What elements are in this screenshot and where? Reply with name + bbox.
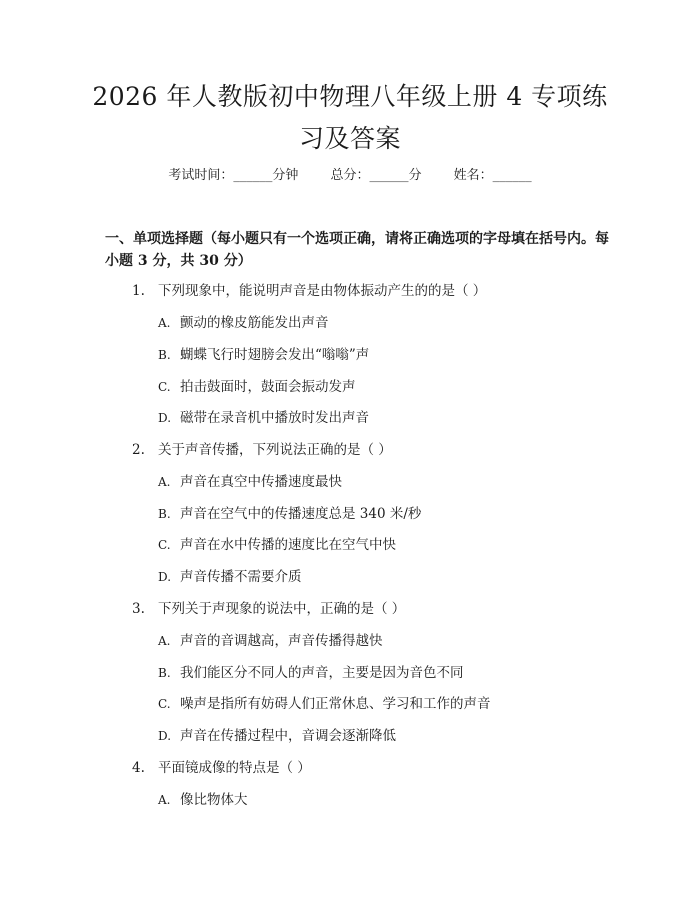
- question-text: 下列关于声现象的说法中，正确的是（ ）: [158, 601, 406, 617]
- total-score-field: 总分：______分: [330, 168, 422, 183]
- option-1d: [158, 408, 369, 428]
- question-2: [132, 440, 392, 460]
- section-heading: 一、单项选择题（每小题只有一个选项正确，请将正确选项的字母填在括号内。每小题 3 分，共 30 分）: [105, 231, 609, 269]
- option-letter: A.: [158, 634, 171, 648]
- option-text: 拍击鼓面时，鼓面会振动发声: [180, 379, 356, 395]
- question-number: 2.: [132, 442, 145, 458]
- question-3: [132, 599, 405, 619]
- option-text: 声音传播不需要介质: [180, 569, 302, 585]
- option-letter: D.: [158, 411, 172, 425]
- option-letter: A.: [158, 316, 171, 330]
- question-1: [132, 281, 486, 301]
- option-text: 声音在真空中传播速度最快: [180, 474, 342, 490]
- question-text: 下列现象中，能说明声音是由物体振动产生的的是（ ）: [158, 283, 487, 299]
- option-text: 颤动的橡皮筋能发出声音: [180, 315, 329, 331]
- option-text: 声音的音调越高，声音传播得越快: [180, 633, 383, 649]
- question-number: 1.: [132, 283, 145, 299]
- option-2c: [158, 535, 396, 555]
- option-1a: [158, 313, 329, 333]
- option-letter: A.: [158, 475, 171, 489]
- option-letter: B.: [158, 507, 171, 521]
- option-2d: [158, 567, 302, 587]
- option-3d: [158, 726, 396, 746]
- option-text: 噪声是指所有妨碍人们正常休息、学习和工作的声音: [180, 696, 491, 712]
- option-letter: B.: [158, 666, 171, 680]
- option-letter: A.: [158, 793, 171, 807]
- question-text: 平面镜成像的特点是（ ）: [158, 760, 311, 776]
- option-2a: [158, 472, 342, 492]
- option-text: 声音在水中传播的速度比在空气中快: [180, 537, 396, 553]
- option-letter: D.: [158, 570, 172, 584]
- option-text: 声音在传播过程中，音调会逐渐降低: [180, 728, 396, 744]
- option-text: 我们能区分不同人的声音，主要是因为音色不同: [180, 665, 464, 681]
- name-field: 姓名：______: [453, 168, 532, 183]
- option-letter: C.: [158, 538, 171, 552]
- option-letter: B.: [158, 348, 171, 362]
- exam-meta: [0, 166, 700, 186]
- question-4: [132, 758, 311, 778]
- option-text: 磁带在录音机中播放时发出声音: [180, 410, 369, 426]
- option-3a: [158, 631, 383, 651]
- question-text: 关于声音传播，下列说法正确的是（ ）: [158, 442, 392, 458]
- question-number: 3.: [132, 601, 145, 617]
- question-number: 4.: [132, 760, 145, 776]
- option-text: 像比物体大: [180, 792, 248, 808]
- document-title: [90, 76, 610, 160]
- exam-time-field: 考试时间：______分钟: [168, 168, 299, 183]
- option-4a: [158, 790, 248, 810]
- option-1b: [158, 345, 369, 365]
- option-1c: [158, 377, 356, 397]
- option-letter: C.: [158, 697, 171, 711]
- option-3b: [158, 663, 464, 683]
- title-line-1: 2026 年人教版初中物理八年级上册 4 专项练: [92, 82, 608, 111]
- option-3c: [158, 694, 491, 714]
- title-line-2: 习及答案: [298, 124, 401, 153]
- option-letter: D.: [158, 729, 172, 743]
- option-text: 声音在空气中的传播速度总是 340 米/秒: [180, 506, 422, 522]
- option-letter: C.: [158, 380, 171, 394]
- option-2b: [158, 504, 421, 524]
- option-text: 蝴蝶飞行时翅膀会发出“嗡嗡”声: [180, 347, 370, 363]
